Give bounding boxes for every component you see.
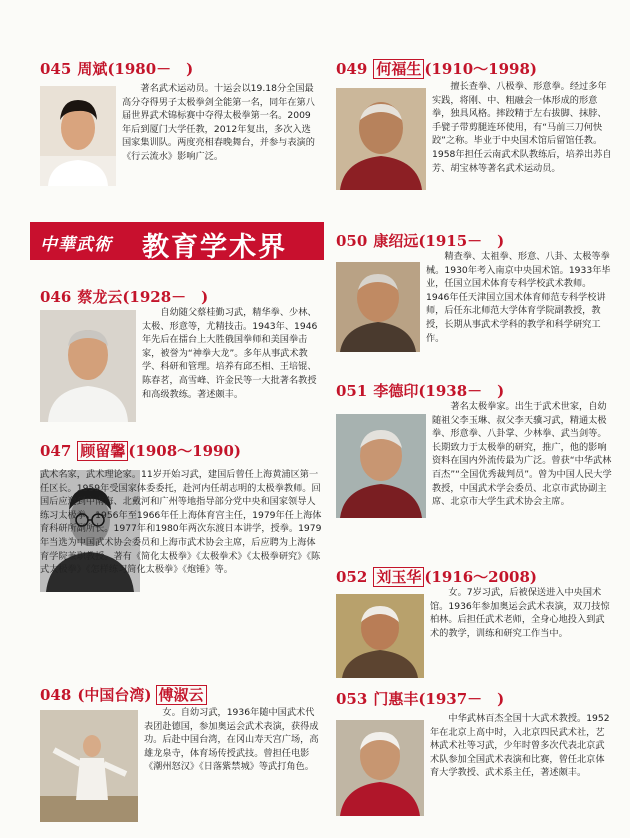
portrait-photo <box>40 310 136 422</box>
portrait-photo <box>336 262 420 352</box>
entry-name: 刘玉华 <box>373 567 424 587</box>
entry-name: 何福生 <box>373 59 424 79</box>
entry-years: (1980－ ) <box>107 60 194 78</box>
entry-biography: 精查拳、太祖拳、形意、八卦、太极等拳械。1930年考入南京中央国术馆。1933年毕业，任国立国术体育专科学校武术教师。1946年任天津国立国术体育师范专科学校讲师，后任东北师范大学体育学院副教授，教授，长期从事武术学科的教学和科学研究工作。 <box>426 251 611 344</box>
portrait-photo <box>40 86 116 186</box>
portrait-photo <box>336 594 424 678</box>
section-banner <box>30 222 324 263</box>
entry-biography: 中华武林百杰全国十大武术教授。1952年在北京上高中时，入北京四民武术社，艺林武术社等习武，少年时曾多次代表北京武术队参加全国武术表演和比赛，曾任北京体育大学教授、武术系主任，著述颇丰。 <box>430 713 610 779</box>
entry-biography: 女。自幼习武，1936年随中国武术代表团赴德国，参加奥运会武术表演，获得成功。后赴中国台湾，在冈山寿天宫广场，高雄龙泉寺，体育场传授武技。曾担任电影《潮州怒汉》《日落紫禁城》等武打角色。 <box>144 707 319 773</box>
entry-name: 门惠丰 <box>373 690 419 708</box>
entry-biography: 武术名家，武术理论家。11岁开始习武，建国后曾任上海黄浦区第一任区长。1959年受国家体委委托，赴河内任胡志明的太极拳教师。回国后应邀到中南海、北戴河和广州等地指导部分党中央和国家领导人练习太极拳。1956年至1966年任上海体育宫主任，1979年任上海体育科研所副所长。1977年和1980年两次东渡日本讲学，授拳。1979年当选为中国武术协会委员和上海市武术协会主席，后应聘为上海体育学院兼职教授。著有《简化太极拳》《太极拳术》《太极拳研究》《陈式太极拳》《怎样练习简化太极拳》《炮锤》等。 <box>40 469 322 576</box>
entry-biography: 著名武术运动员。十运会以19.18分全国最高分夺得男子太极拳剑全能第一名，同年在第八届世界武术锦标赛中夺得太极拳第一名。2009年后到厦门大学任教，2012年复出，多次入选国家集训队。两度亮相春晚舞台，并参与表演的《行云流水》影响广泛。 <box>122 83 315 162</box>
portrait-photo <box>40 710 138 822</box>
entry-years: (1910～1998) <box>424 60 538 78</box>
entry-name: 康绍远 <box>373 232 419 250</box>
banner-calligraphy: 中華武術 <box>40 235 112 255</box>
portrait-photo <box>336 88 426 190</box>
entry-years: (1908～1990) <box>128 442 242 460</box>
entry-name: 顾留馨 <box>77 441 128 461</box>
entry-years: (1915－ ) <box>418 232 505 250</box>
entry-heading: 045 周斌(1980－ ) <box>40 60 194 78</box>
portrait-photo <box>336 720 424 816</box>
entry-heading: 049 何福生 (1910～1998) <box>336 60 538 78</box>
entry-heading: 052 刘玉华 (1916～2008) <box>336 568 538 586</box>
entry-name: 周斌 <box>77 60 108 78</box>
entry-years: (1916～2008) <box>424 568 538 586</box>
entry-biography: 擅长查拳、八极拳、形意拳。经过多年实践，将刚、中、粗融会一体形成的形意拳，独具风格。摔跤精于左右拔脚、抹脖、手甓子带剪腿连环使用，有“马前三刀何快跤”之称。毕业于中央国术馆后留馆任教。1958年担任云南武术队教练后，培养出苏自芳、胡宝林等著名武术运动员。 <box>432 81 612 174</box>
entry-biography: 自幼随父蔡桂勤习武，精华拳、少林、太极、形意等，尤精技击。1943年、1946年先后在擂台上大胜俄国拳师和美国拳击家，被誉为“神拳大龙”。多年从事武术教学、科研和管理。培养有邱丕相、王培锟、陈春茗，高雪峰、许金民等一大批著名教授和高级教练。著述颇丰。 <box>142 307 318 400</box>
entry-heading: 046 蔡龙云(1928－ ) <box>40 288 209 306</box>
entry-heading: 047 顾留馨 (1908～1990) <box>40 442 242 460</box>
entry-years: (1938－ ) <box>418 382 505 400</box>
portrait-photo <box>336 414 426 518</box>
entry-name: 李德印 <box>373 382 419 400</box>
entry-years: (1937－ ) <box>418 690 505 708</box>
entry-biography: 著名太极拳家。出生于武术世家，自幼随祖父李玉琳、叔父李天骥习武，精通太极拳、形意拳、八卦掌、少林拳、武当剑等。长期致力于太极拳的研究，推广，他的影响资料在国内外流传最为广泛。曾获“中华武林百杰”“全国优秀裁判员”。曾为中国人民大学教授，中国武术学会委员、北京市武协副主席、北京市大学生武术协会主席。 <box>432 401 612 508</box>
entry-biography: 女。7岁习武，后被保送进入中央国术馆。1936年参加奥运会武术表演，双刀技惊柏林。后担任武术老师，全身心地投入到武术的教学，训练和研究工作当中。 <box>430 587 610 639</box>
entry-heading: 051 李德印(1938－ ) <box>336 382 505 400</box>
entry-name: 傅淑云 <box>156 685 207 705</box>
entry-name: 蔡龙云 <box>77 288 123 306</box>
entry-heading: 050 康绍远(1915－ ) <box>336 232 505 250</box>
entry-heading: 053 门惠丰(1937－ ) <box>336 690 505 708</box>
entry-heading: 048 (中国台湾) 傅淑云 <box>40 686 207 704</box>
entry-years: (1928－ ) <box>122 288 209 306</box>
banner-title: 教育学术界 <box>142 232 287 263</box>
entry-region: (中国台湾) <box>77 686 152 704</box>
